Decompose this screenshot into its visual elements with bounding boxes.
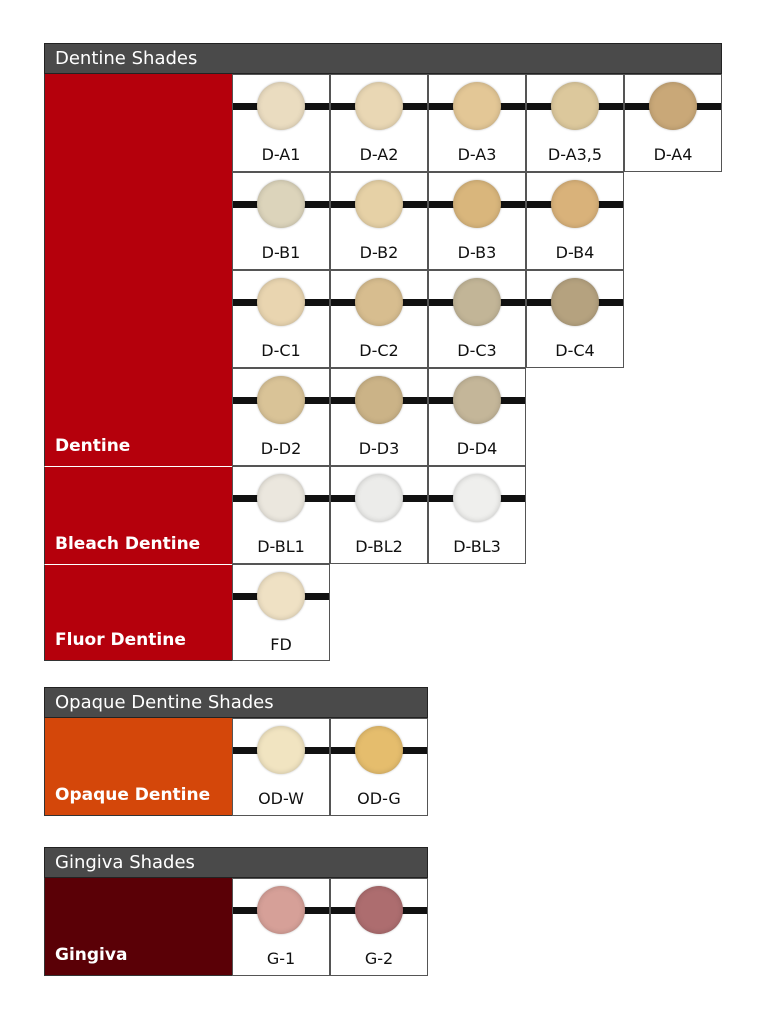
shade-code: D-A3,5 xyxy=(547,145,603,164)
shade-swatch-g-2 xyxy=(330,878,428,976)
category-label: Gingiva xyxy=(55,945,128,965)
shade-code: OD-G xyxy=(357,789,401,808)
section-header xyxy=(44,847,428,878)
opaque-dentine-shades-section xyxy=(44,687,428,816)
shade-code: D-D3 xyxy=(358,439,400,458)
shade-swatch-od-w xyxy=(232,718,330,816)
shade-disc xyxy=(355,376,403,424)
shade-disc xyxy=(453,82,501,130)
shade-swatch-d-d3 xyxy=(330,368,428,466)
section-header xyxy=(44,687,428,718)
shade-disc xyxy=(257,572,305,620)
shade-code: D-B2 xyxy=(359,243,399,262)
shade-disc xyxy=(257,376,305,424)
shade-code: OD-W xyxy=(258,789,304,808)
shade-code: D-BL1 xyxy=(257,537,305,556)
shade-code: D-B4 xyxy=(555,243,595,262)
category-dentine xyxy=(44,74,232,466)
shade-swatch-d-b3 xyxy=(428,172,526,270)
shade-swatch-d-a3 xyxy=(428,74,526,172)
shade-disc xyxy=(355,726,403,774)
shade-disc xyxy=(257,726,305,774)
shade-swatch-d-b1 xyxy=(232,172,330,270)
shade-swatch-d-a4 xyxy=(624,74,722,172)
category-fluor-dentine xyxy=(44,564,232,661)
gingiva-shades-section xyxy=(44,847,428,976)
shade-disc xyxy=(257,278,305,326)
category-label: Bleach Dentine xyxy=(55,534,201,554)
shade-code: G-2 xyxy=(364,949,394,968)
shade-swatch-d-c3 xyxy=(428,270,526,368)
shade-disc xyxy=(551,278,599,326)
shade-disc xyxy=(257,82,305,130)
section-title: Opaque Dentine Shades xyxy=(55,692,274,713)
shade-disc xyxy=(355,474,403,522)
shade-swatch-d-c1 xyxy=(232,270,330,368)
shade-swatch-d-d4 xyxy=(428,368,526,466)
section-title: Gingiva Shades xyxy=(55,852,195,873)
section-header xyxy=(44,43,722,74)
category-gingiva xyxy=(44,878,232,976)
shade-code: D-C1 xyxy=(261,341,301,360)
shade-code: G-1 xyxy=(266,949,296,968)
shade-code: D-BL3 xyxy=(453,537,501,556)
shade-disc xyxy=(355,180,403,228)
shade-swatch-d-b4 xyxy=(526,172,624,270)
shade-disc xyxy=(551,180,599,228)
shade-swatch-d-bl2 xyxy=(330,466,428,564)
shade-disc xyxy=(551,82,599,130)
shade-code: D-D2 xyxy=(260,439,302,458)
shade-swatch-d-a1 xyxy=(232,74,330,172)
shade-swatch-d-a35 xyxy=(526,74,624,172)
shade-disc xyxy=(355,82,403,130)
shade-swatch-od-g xyxy=(330,718,428,816)
shade-swatch-d-bl3 xyxy=(428,466,526,564)
shade-code: D-C2 xyxy=(359,341,399,360)
shade-code: D-A1 xyxy=(261,145,301,164)
category-label: Fluor Dentine xyxy=(55,630,186,650)
shade-code: D-A4 xyxy=(653,145,693,164)
shade-disc xyxy=(257,180,305,228)
shade-code: D-C3 xyxy=(457,341,497,360)
shade-disc xyxy=(257,474,305,522)
shade-swatch-d-b2 xyxy=(330,172,428,270)
shade-code: D-BL2 xyxy=(355,537,403,556)
shade-disc xyxy=(355,278,403,326)
shade-code: D-C4 xyxy=(555,341,595,360)
shade-swatch-d-c4 xyxy=(526,270,624,368)
shade-disc xyxy=(453,278,501,326)
shade-code: D-B1 xyxy=(261,243,301,262)
category-bleach-dentine xyxy=(44,466,232,564)
shade-code: D-D4 xyxy=(456,439,498,458)
shade-code: D-A2 xyxy=(359,145,399,164)
shade-disc xyxy=(257,886,305,934)
shade-code: D-A3 xyxy=(457,145,497,164)
shade-swatch-d-d2 xyxy=(232,368,330,466)
shade-swatch-d-c2 xyxy=(330,270,428,368)
shade-swatch-d-a2 xyxy=(330,74,428,172)
shade-disc xyxy=(355,886,403,934)
dentine-shades-section xyxy=(44,43,722,661)
shade-swatch-g-1 xyxy=(232,878,330,976)
shade-disc xyxy=(453,376,501,424)
category-label: Opaque Dentine xyxy=(55,785,211,805)
shade-disc xyxy=(453,474,501,522)
category-label: Dentine xyxy=(55,436,131,456)
shade-disc xyxy=(453,180,501,228)
shade-code: FD xyxy=(270,635,292,654)
shade-swatch-fd xyxy=(232,564,330,661)
section-title: Dentine Shades xyxy=(55,48,198,69)
shade-code: D-B3 xyxy=(457,243,497,262)
shade-disc xyxy=(649,82,697,130)
category-opaque-dentine xyxy=(44,718,232,816)
shade-swatch-d-bl1 xyxy=(232,466,330,564)
